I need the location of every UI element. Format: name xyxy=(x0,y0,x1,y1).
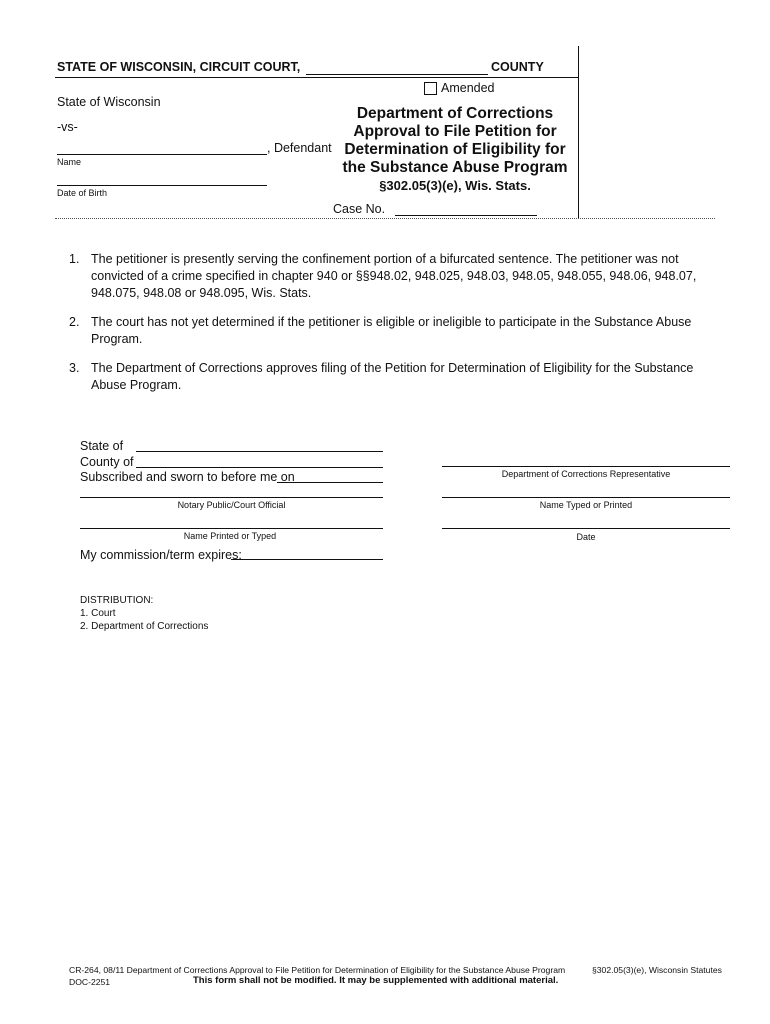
item-2-line: The court has not yet determined if the petitioner is eligible or ineligible to participate in the Substance Abuse xyxy=(91,315,692,329)
versus-label: -vs- xyxy=(57,120,78,134)
title-line-2: Approval to File Petition for xyxy=(353,123,557,140)
distribution-item: 1. Court xyxy=(80,608,116,619)
case-no-line[interactable] xyxy=(395,215,537,216)
state-of-label: State of xyxy=(80,439,124,453)
title-line-3: Determination of Eligibility for xyxy=(344,141,566,158)
county-name-line[interactable] xyxy=(306,74,488,75)
item-1-line: The petitioner is presently serving the confinement portion of a bifurcated sentence. The petitioner was not xyxy=(91,252,679,266)
defendant-label: , Defendant xyxy=(267,141,332,155)
commission-line[interactable] xyxy=(231,559,383,560)
item-3-line: Abuse Program. xyxy=(91,378,182,392)
subscribed-label: Subscribed and sworn to before me on xyxy=(80,470,295,484)
footer-statute: §302.05(3)(e), Wisconsin Statutes xyxy=(592,965,722,975)
item-2-number: 2. xyxy=(69,315,80,329)
rep-name-line[interactable] xyxy=(442,497,730,498)
item-3-line: The Department of Corrections approves filing of the Petition for Determination of Eligibility for the Substance xyxy=(91,361,694,375)
date-line[interactable] xyxy=(442,528,730,529)
county-label: COUNTY xyxy=(491,60,544,74)
header-vertical-rule xyxy=(578,46,579,218)
date-of-birth-line[interactable] xyxy=(57,185,267,186)
caption-divider xyxy=(55,218,715,219)
notary-official-caption: Notary Public/Court Official xyxy=(177,500,286,510)
footer-notice: This form shall not be modified. It may be supplemented with additional material. xyxy=(193,975,559,986)
amended-label: Amended xyxy=(441,81,495,95)
commission-label: My commission/term expires: xyxy=(80,548,242,562)
rep-caption: Department of Corrections Representative xyxy=(501,469,671,479)
date-caption: Date xyxy=(576,532,596,542)
item-1-line: convicted of a crime specified in chapter 940 or §§948.02, 948.025, 948.03, 948.05, 948.055, 948.06, 948.07, xyxy=(91,269,697,283)
amended-checkbox[interactable] xyxy=(424,82,437,95)
footer-form-line: CR-264, 08/11 Department of Corrections Approval to File Petition for Determination of Eligibility for the Substance Abuse Program xyxy=(69,965,566,975)
title-line-4: the Substance Abuse Program xyxy=(342,159,568,176)
rep-signature-line[interactable] xyxy=(442,466,730,467)
notary-signature-line[interactable] xyxy=(80,497,383,498)
subscribed-date-line[interactable] xyxy=(277,482,383,483)
header-rule xyxy=(55,77,578,78)
dob-caption: Date of Birth xyxy=(57,188,108,198)
name-typed-caption: Name Typed or Printed xyxy=(539,500,633,510)
distribution-heading: DISTRIBUTION: xyxy=(80,595,154,606)
case-no-label: Case No. xyxy=(333,202,386,216)
county-of-line[interactable] xyxy=(136,467,383,468)
state-of-line[interactable] xyxy=(136,451,383,452)
item-2-line: Program. xyxy=(91,332,143,346)
name-printed-caption: Name Printed or Typed xyxy=(183,531,277,541)
defendant-name-line[interactable] xyxy=(57,154,267,155)
item-1-text xyxy=(91,251,731,302)
item-3-number: 3. xyxy=(69,361,80,375)
name-caption: Name xyxy=(57,157,82,167)
item-3-text xyxy=(91,360,731,394)
notary-name-line[interactable] xyxy=(80,528,383,529)
title-line-1: Department of Corrections xyxy=(356,105,554,122)
item-2-text xyxy=(91,314,731,348)
item-1-line: 948.075, 948.08 or 948.095, Wis. Stats. xyxy=(91,286,312,300)
plaintiff-name: State of Wisconsin xyxy=(57,95,161,109)
title-line-5: §302.05(3)(e), Wis. Stats. xyxy=(379,178,531,193)
form-title xyxy=(340,105,570,194)
county-of-label: County of xyxy=(80,455,134,469)
distribution-item: 2. Department of Corrections xyxy=(80,621,209,632)
court-label: STATE OF WISCONSIN, CIRCUIT COURT, xyxy=(57,60,301,74)
footer-doc-number: DOC-2251 xyxy=(69,977,111,987)
distribution-block xyxy=(80,594,208,633)
item-1-number: 1. xyxy=(69,252,80,266)
